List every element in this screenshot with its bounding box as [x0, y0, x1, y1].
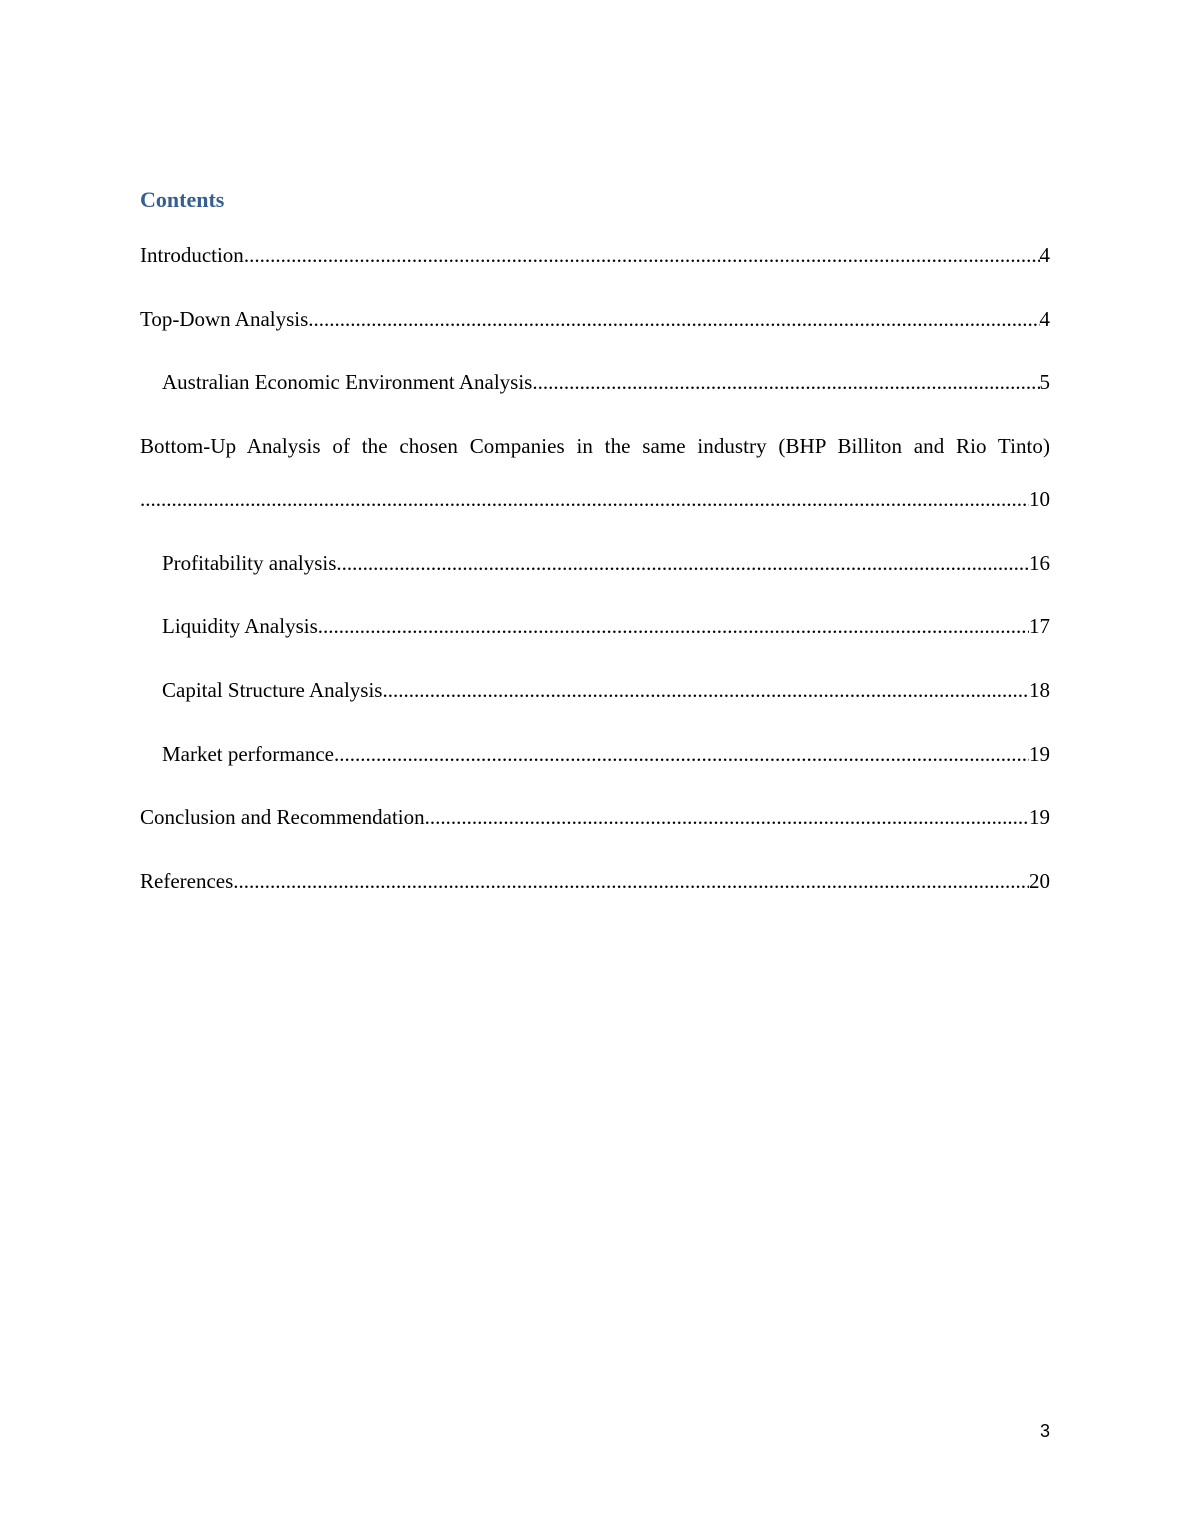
- toc-entry-page: 18: [1029, 677, 1050, 702]
- toc-entry-title: Australian Economic Environment Analysis: [162, 370, 533, 395]
- toc-entry-australian-economic-environment[interactable]: [140, 367, 1050, 431]
- toc-entry-top-down-analysis[interactable]: [140, 304, 1050, 368]
- toc-dot-leader: [233, 866, 1029, 896]
- toc-entry-page: 4: [1039, 243, 1050, 267]
- toc-entry-title: Capital Structure Analysis: [162, 677, 383, 702]
- toc-entry-market-performance[interactable]: [140, 739, 1050, 803]
- toc-entry-title: References: [140, 868, 234, 893]
- toc-entry-page: 17: [1029, 614, 1050, 639]
- toc-entry-page: 19: [1029, 805, 1050, 830]
- toc-entry-title: Liquidity Analysis: [162, 614, 318, 639]
- toc-entry-title: Introduction: [140, 243, 244, 267]
- toc-entry-title: Profitability analysis: [162, 550, 337, 575]
- toc-entry-capital-structure-analysis[interactable]: [140, 675, 1050, 739]
- toc-entry-title: Conclusion and Recommendation: [140, 805, 425, 830]
- toc-dot-leader: [140, 484, 1029, 514]
- toc-entry-page: 19: [1029, 741, 1050, 766]
- table-of-contents: [140, 240, 1050, 929]
- toc-entry-liquidity-analysis[interactable]: [140, 611, 1050, 675]
- toc-heading: Contents: [140, 187, 225, 212]
- toc-entry-profitability-analysis[interactable]: [140, 548, 1050, 612]
- toc-dot-leader: [244, 240, 1040, 270]
- toc-dot-leader: [532, 367, 1039, 397]
- toc-entry-title: Market performance: [162, 741, 334, 766]
- toc-dot-leader: [425, 802, 1029, 832]
- toc-entry-conclusion-and-recommendation[interactable]: [140, 802, 1050, 866]
- toc-entry-references[interactable]: [140, 866, 1050, 930]
- toc-entry-page: 10: [1029, 486, 1050, 511]
- toc-entry-title: Bottom-Up Analysis of the chosen Companies in the same industry (BHP Billiton and Rio Tinto): [140, 433, 1050, 458]
- toc-dot-leader: [318, 611, 1029, 641]
- toc-dot-leader: [382, 675, 1029, 705]
- toc-entry-page: 20: [1029, 868, 1050, 893]
- toc-entry-page: 5: [1039, 370, 1050, 395]
- toc-entry-title: Top-Down Analysis: [140, 306, 309, 331]
- toc-entry-page: 16: [1029, 550, 1050, 575]
- page-number: 3: [1039, 1421, 1050, 1441]
- toc-dot-leader: [334, 739, 1029, 769]
- toc-entry-page: 4: [1039, 306, 1050, 331]
- toc-dot-leader: [308, 304, 1039, 334]
- toc-dot-leader: [336, 548, 1029, 578]
- toc-entry-bottom-up-analysis[interactable]: [140, 431, 1050, 548]
- toc-entry-introduction[interactable]: [140, 240, 1050, 304]
